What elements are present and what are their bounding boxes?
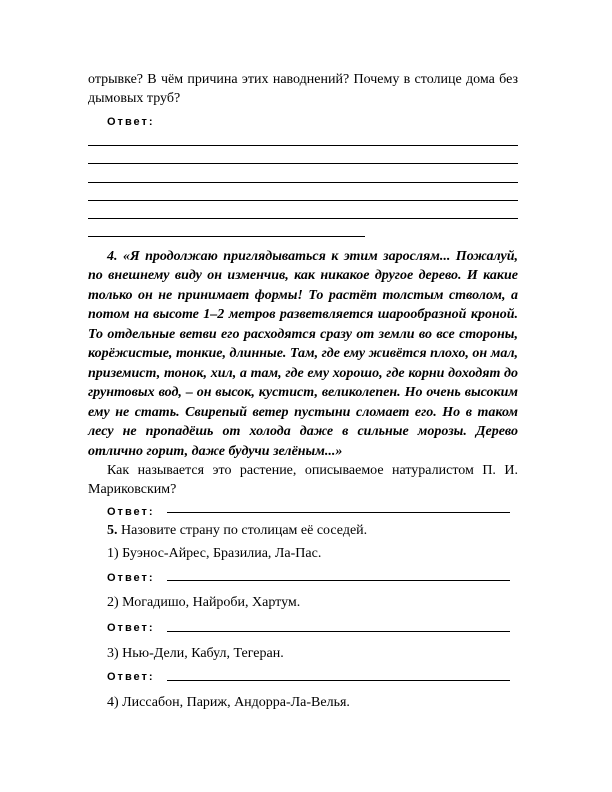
- answer-line[interactable]: [167, 631, 510, 632]
- answer-label: Ответ:: [107, 572, 155, 584]
- answer-line[interactable]: [88, 145, 518, 146]
- answer-line[interactable]: [167, 512, 510, 513]
- q5-number: 5.: [107, 523, 118, 538]
- q4-question: Как называется это растение, описываемое натуралистом П. И.: [107, 463, 518, 478]
- q4-number: 4.: [107, 249, 118, 264]
- q4-quote-line: лесу не пропадёшь от холода даже в сильные морозы. Дерево: [88, 424, 518, 439]
- answer-line[interactable]: [167, 580, 510, 581]
- q4-quote-line: грунтовых вод, – он высок, кустист, великолепен. Но очень высоким: [88, 385, 518, 400]
- intro-line: отрывке? В чём причина этих наводнений? Почему в столице дома без: [88, 72, 518, 87]
- intro-line: дымовых труб?: [88, 91, 181, 106]
- q4-quote-line: только он не принимает формы! То растёт толстым стволом, а: [88, 288, 518, 303]
- answer-line[interactable]: [88, 236, 365, 237]
- q5-item: 2) Могадишо, Найроби, Хартум.: [107, 595, 301, 610]
- answer-line[interactable]: [88, 163, 518, 164]
- q4-quote-line: ему не стать. Свирепый ветер пустыни сломает его. Но в таком: [88, 405, 518, 420]
- q4-quote-line: по внешнему виду он изменчив, как никакое другое дерево. И какие: [88, 268, 518, 283]
- answer-line[interactable]: [167, 680, 510, 681]
- q4-question: Мариковским?: [88, 482, 177, 497]
- answer-label: Ответ:: [107, 671, 155, 683]
- q5-title: 5. Назовите страну по столицам её соседей.: [107, 523, 368, 538]
- q4-quote-line: приземист, тонок, хил, а там, где ему хорошо, где корни доходят до: [88, 366, 518, 381]
- answer-line[interactable]: [88, 218, 518, 219]
- q5-item: 3) Нью-Дели, Кабул, Тегеран.: [107, 646, 284, 661]
- answer-label: Ответ:: [107, 506, 155, 518]
- answer-label: Ответ:: [107, 622, 155, 634]
- q5-item: 1) Буэнос-Айрес, Бразилиа, Ла-Пас.: [107, 546, 322, 561]
- q4-quote-line-1: 4. «Я продолжаю приглядываться к этим зарослям... Пожалуй,: [107, 249, 518, 264]
- q4-quote-line: потом на высоте 1–2 метров разветвляется шарообразной кроной.: [88, 307, 518, 322]
- answer-line[interactable]: [88, 182, 518, 183]
- answer-line[interactable]: [88, 200, 518, 201]
- answer-label: Ответ:: [107, 116, 155, 128]
- q4-quote-line: отлично горит, даже будучи зелёным...»: [88, 444, 343, 459]
- q5-item: 4) Лиссабон, Париж, Андорра-Ла-Велья.: [107, 695, 350, 710]
- q4-quote-line: корёжистые, тонкие, длинные. Там, где ему живётся плохо, он мал,: [88, 346, 518, 361]
- q4-quote-line: То отдельные ветви его расходятся сразу от земли во все стороны,: [88, 327, 518, 342]
